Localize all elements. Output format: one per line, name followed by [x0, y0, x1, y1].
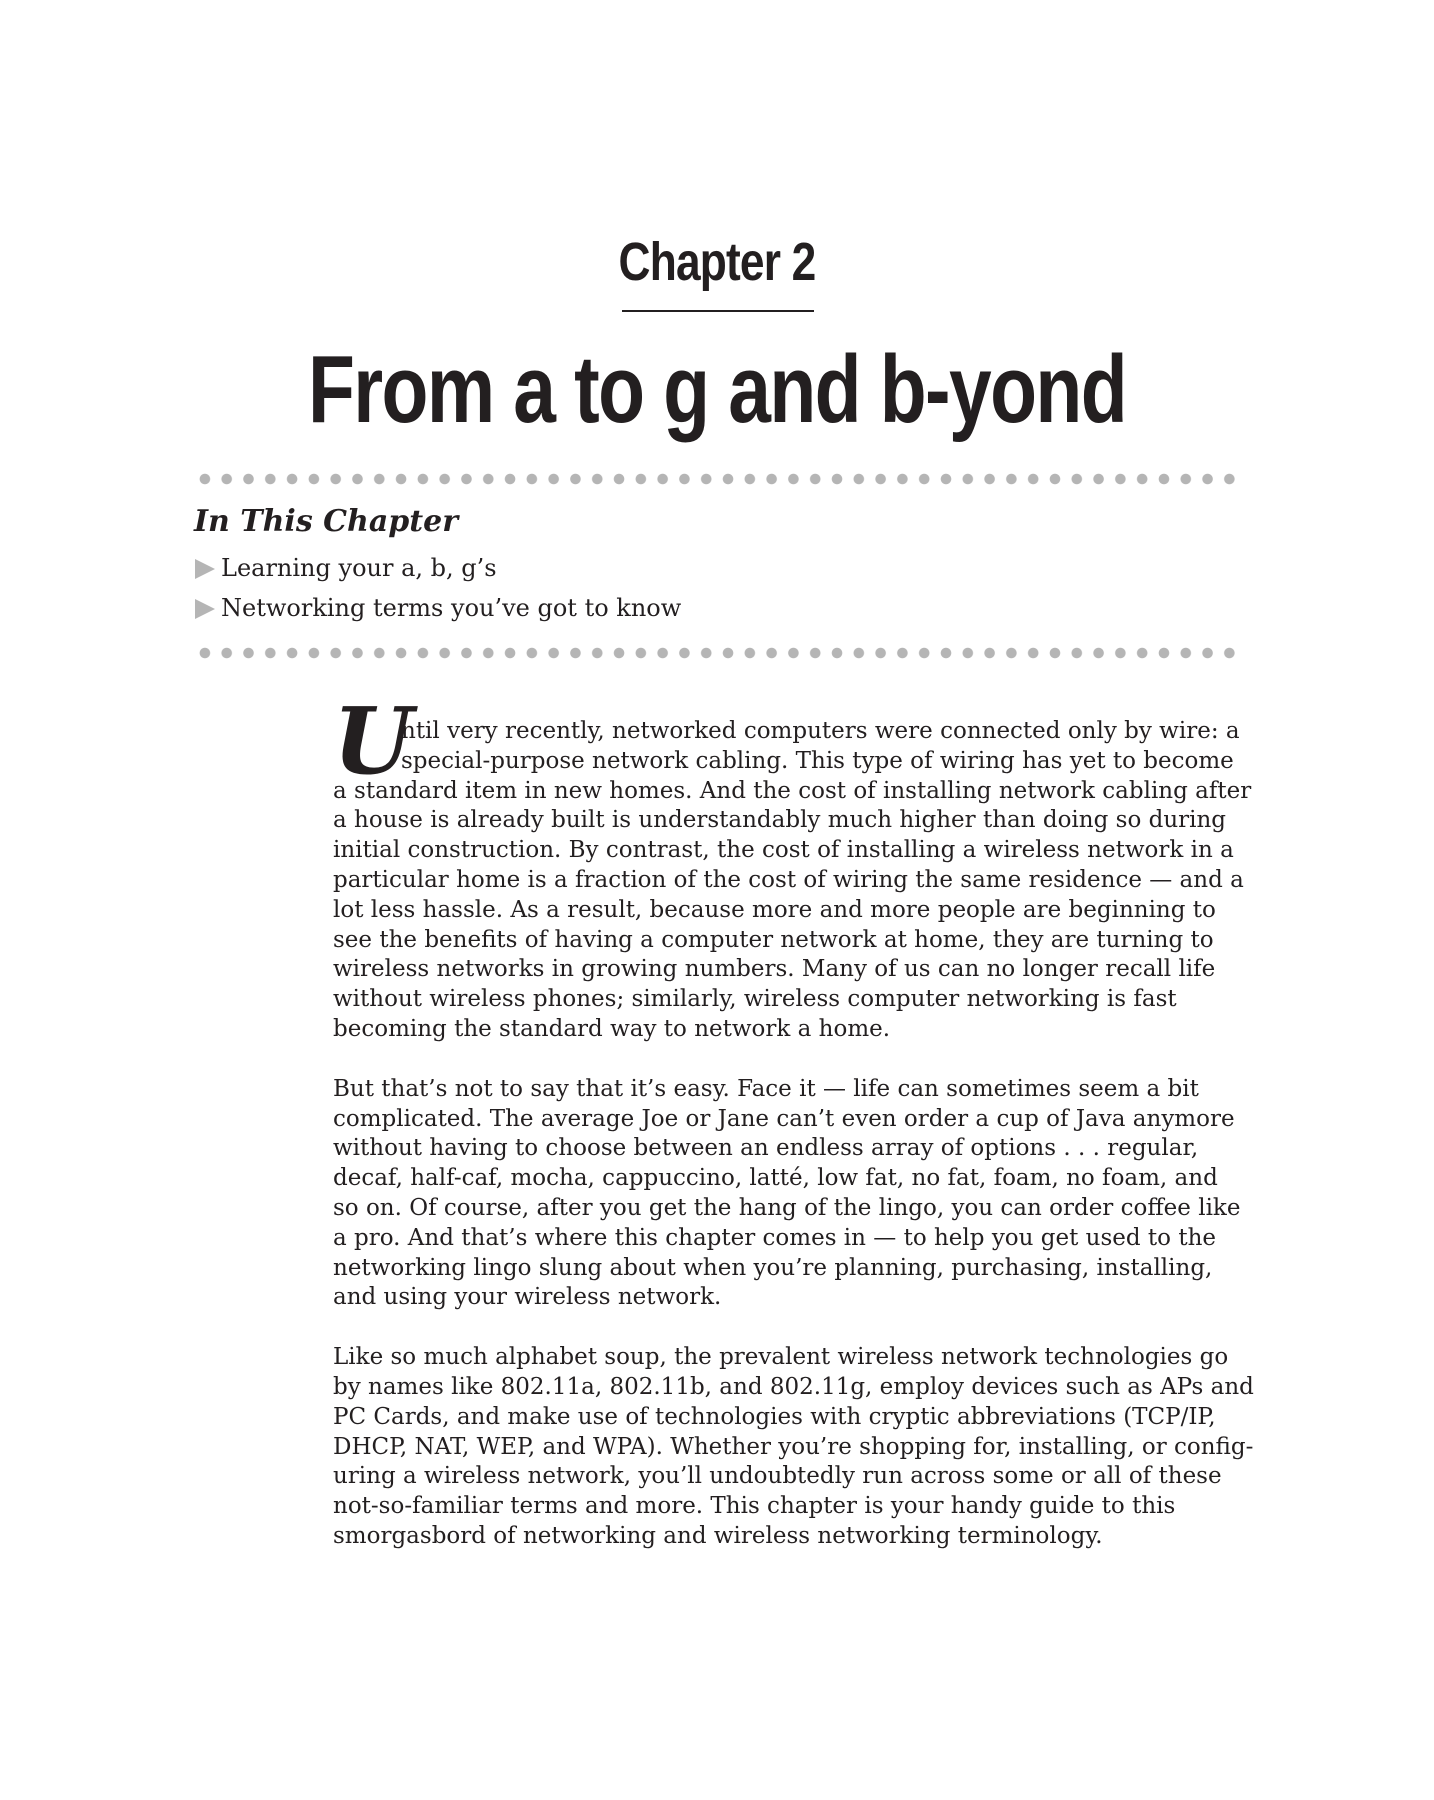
paragraph-line: Like so much alphabet soup, the prevalent wireless network technologies go	[333, 1344, 1229, 1371]
body-paragraph-3	[333, 1343, 1254, 1552]
chapter-label: Chapter 2	[618, 232, 816, 292]
paragraph-line: a pro. And that’s where this chapter comes in — to help you get used to the	[333, 1224, 1216, 1251]
dotted-divider-bottom	[194, 647, 1242, 659]
paragraph-line: complicated. The average Joe or Jane can’t even order a cup of Java anymore	[333, 1105, 1235, 1132]
body-paragraph-1	[333, 687, 1252, 1045]
paragraph-line: DHCP, NAT, WEP, and WPA). Whether you’re shopping for, installing, or config-	[333, 1433, 1254, 1460]
body-text	[333, 687, 1254, 1582]
paragraph-line: special-purpose network cabling. This type of wiring has yet to become	[401, 747, 1234, 774]
drop-cap: U	[333, 687, 414, 795]
paragraph-line: without having to choose between an endless array of options . . . regular,	[333, 1135, 1199, 1162]
paragraph-line: a house is already built is understandably much higher than doing so during	[333, 807, 1227, 834]
triangle-bullet-icon	[195, 559, 215, 579]
chapter-title: From a to g and b-yond	[307, 336, 1127, 443]
paragraph-line: a standard item in new homes. And the cost of installing network cabling after	[333, 777, 1252, 804]
chapter-label-underline	[622, 310, 814, 312]
paragraph-line: not-so-familiar terms and more. This chapter is your handy guide to this	[333, 1493, 1176, 1520]
paragraph-line: wireless networks in growing numbers. Many of us can no longer recall life	[333, 956, 1216, 983]
paragraph-line: initial construction. By contrast, the cost of installing a wireless network in a	[333, 837, 1234, 864]
paragraph-line: so on. Of course, after you get the hang of the lingo, you can order coffee like	[333, 1194, 1241, 1221]
paragraph-line: see the benefits of having a computer network at home, they are turning to	[333, 926, 1214, 953]
in-this-chapter-heading: In This Chapter	[194, 504, 459, 539]
paragraph-line: PC Cards, and make use of technologies with cryptic abbreviations (TCP/IP,	[333, 1403, 1216, 1430]
paragraph-line: particular home is a fraction of the cost of wiring the same residence — and a	[333, 866, 1244, 893]
body-paragraph-2	[333, 1075, 1245, 1313]
in-this-chapter-item-text: Networking terms you’ve got to know	[221, 594, 682, 622]
triangle-bullet-icon	[195, 599, 215, 619]
paragraph-line: and using your wireless network.	[333, 1284, 722, 1311]
paragraph-line: networking lingo slung about when you’re planning, purchasing, installing,	[333, 1254, 1213, 1281]
paragraph-line: lot less hassle. As a result, because more and more people are beginning to	[333, 896, 1216, 923]
paragraph-line: decaf, half-caf, mocha, cappuccino, latté, low fat, no fat, foam, no foam, and	[333, 1165, 1218, 1192]
paragraph-line: ntil very recently, networked computers were connected only by wire: a	[401, 718, 1240, 744]
paragraph-line: uring a wireless network, you’ll undoubtedly run across some or all of these	[333, 1463, 1222, 1490]
paragraph-line: smorgasbord of networking and wireless networking terminology.	[333, 1522, 1103, 1549]
paragraph-line: by names like 802.11a, 802.11b, and 802.11g, employ devices such as APs and	[333, 1373, 1254, 1400]
dotted-divider-top	[194, 473, 1242, 485]
in-this-chapter-item-text: Learning your a, b, g’s	[221, 554, 497, 582]
paragraph-line: without wireless phones; similarly, wireless computer networking is fast	[333, 986, 1177, 1013]
paragraph-line: becoming the standard way to network a home.	[333, 1015, 891, 1042]
paragraph-line: But that’s not to say that it’s easy. Face it — life can sometimes seem a bit	[333, 1075, 1199, 1102]
